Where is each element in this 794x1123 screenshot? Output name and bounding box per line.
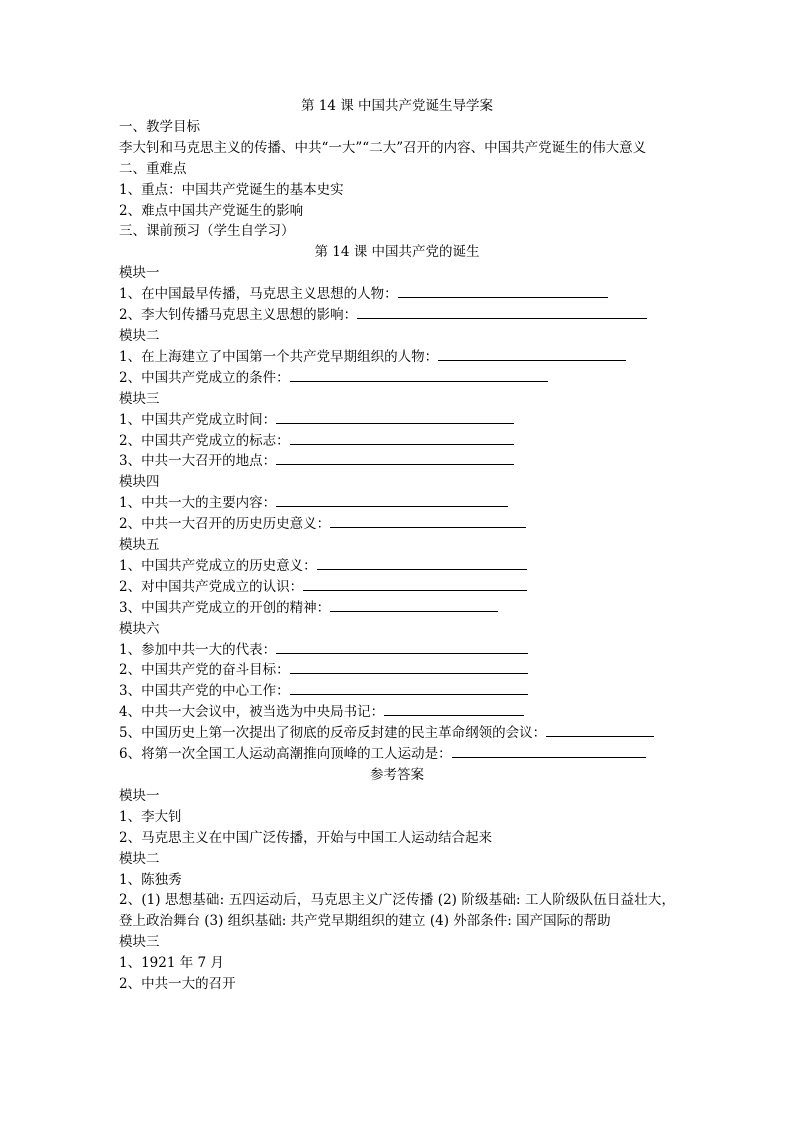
answer-blank[interactable] (290, 368, 548, 382)
question-text: 1、参加中共一大的代表： (119, 641, 277, 658)
question-row (119, 556, 675, 577)
question-row (119, 702, 675, 723)
answer-blank[interactable] (546, 723, 654, 737)
question-text: 1、在中国最早传播，马克思主义思想的人物： (119, 286, 398, 303)
question-row (119, 681, 675, 702)
page-title: 第 14 课 中国共产党诞生导学案 (300, 98, 494, 114)
question-row (119, 744, 675, 765)
lesson-subtitle: 第 14 课 中国共产党的诞生 (314, 244, 480, 261)
answer-item: 2、中共一大的召开 (119, 976, 236, 993)
answer-blank[interactable] (276, 640, 528, 654)
worksheet-page (119, 96, 675, 995)
answers-heading: 参考答案 (370, 767, 424, 783)
answer-blank[interactable] (384, 702, 524, 716)
question-row (119, 640, 675, 661)
module-heading: 模块六 (119, 620, 160, 637)
question-text: 2、李大钊传播马克思主义思想的影响： (119, 307, 358, 324)
answer-blank[interactable] (317, 556, 527, 570)
question-row (119, 493, 675, 514)
question-text: 4、中共一大会议中，被当选为中央局书记： (119, 704, 385, 721)
question-row (119, 347, 675, 368)
answer-blank[interactable] (452, 744, 646, 758)
answer-blank[interactable] (290, 681, 528, 695)
question-row (119, 410, 675, 431)
question-row (119, 723, 675, 744)
question-text: 1、在上海建立了中国第一个共产党早期组织的人物： (119, 348, 439, 365)
question-row (119, 284, 675, 305)
answer-blank[interactable] (330, 514, 526, 528)
question-row (119, 451, 675, 472)
question-text: 2、中国共产党成立的条件： (119, 369, 290, 386)
module-heading: 模块二 (119, 327, 160, 344)
question-row (119, 431, 675, 452)
question-text: 2、中国共产党成立的标志： (119, 432, 290, 449)
answer-item: 2、(1) 思想基础: 五四运动后，马克思主义广泛传播 (2) 阶级基础: 工人阶级队伍日益壮大，登上政治舞台 (3) 组织基础: 共产党早期组织的建立 (4) 外部条件: 国产国际的帮助 (119, 892, 675, 930)
question-text: 5、中国历史上第一次提出了彻底的反帝反封建的民主革命纲领的会议： (119, 725, 547, 742)
question-row (119, 577, 675, 598)
answer-item: 1、李大钊 (119, 808, 182, 825)
question-text: 6、将第一次全国工人运动高潮推向顶峰的工人运动是： (119, 746, 452, 763)
answer-blank[interactable] (438, 347, 626, 361)
question-text: 1、中共一大的主要内容： (119, 495, 277, 512)
answer-blank[interactable] (276, 493, 508, 507)
answer-blank[interactable] (330, 598, 498, 612)
section-heading-objectives: 一、教学目标 (119, 118, 200, 135)
answer-blank[interactable] (276, 410, 514, 424)
answer-module-heading: 模块二 (119, 850, 160, 867)
answer-blank[interactable] (398, 284, 608, 298)
question-text: 3、中国共产党的中心工作： (119, 683, 290, 700)
answer-blank[interactable] (276, 451, 514, 465)
answer-blank[interactable] (357, 305, 647, 319)
question-row (119, 368, 675, 389)
key-point-2: 2、难点中国共产党诞生的影响 (119, 202, 304, 219)
question-text: 1、中国共产党成立时间： (119, 411, 277, 428)
answer-item: 1、陈独秀 (119, 871, 182, 888)
question-row (119, 514, 675, 535)
section-heading-key-points: 二、重难点 (119, 160, 187, 177)
question-text: 3、中共一大召开的地点： (119, 453, 277, 470)
question-row (119, 598, 675, 619)
answer-module-heading: 模块三 (119, 934, 160, 951)
answer-module-heading: 模块一 (119, 787, 160, 804)
question-text: 3、中国共产党成立的开创的精神： (119, 599, 331, 616)
question-text: 2、中共一大召开的历史历史意义： (119, 516, 331, 533)
module-heading: 模块五 (119, 537, 160, 554)
objectives-text: 李大钊和马克思主义的传播、中共“一大”“二大”召开的内容、中国共产党诞生的伟大意义 (119, 139, 647, 156)
module-heading: 模块三 (119, 390, 160, 407)
answer-blank[interactable] (303, 577, 527, 591)
answer-item: 1、1921 年 7 月 (119, 955, 224, 972)
module-heading: 模块一 (119, 265, 160, 282)
question-row (119, 660, 675, 681)
key-point-1: 1、重点：中国共产党诞生的基本史实 (119, 181, 344, 198)
answer-blank[interactable] (290, 431, 514, 445)
module-heading: 模块四 (119, 474, 160, 491)
question-row (119, 305, 675, 326)
answer-blank[interactable] (290, 660, 528, 674)
question-text: 1、中国共产党成立的历史意义： (119, 557, 317, 574)
question-text: 2、中国共产党的奋斗目标： (119, 662, 290, 679)
question-text: 2、对中国共产党成立的认识： (119, 578, 304, 595)
answer-item: 2、马克思主义在中国广泛传播，开始与中国工人运动结合起来 (119, 829, 493, 846)
section-heading-preview: 三、课前预习（学生自学习） (119, 223, 295, 240)
